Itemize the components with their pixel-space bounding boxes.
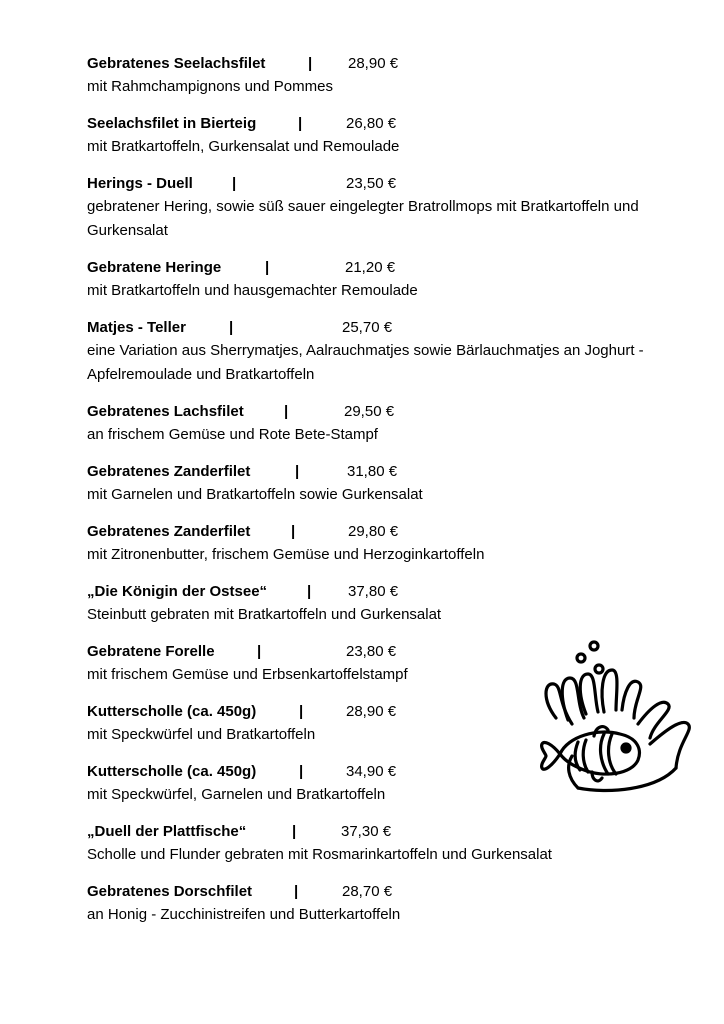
separator: | [294,883,299,900]
separator: | [232,175,237,192]
separator: | [295,463,300,480]
menu-item-header [87,821,667,843]
dish-description: mit Bratkartoffeln und hausgemachter Remoulade [87,282,418,299]
menu-list [87,53,667,941]
dish-name: Gebratenes Lachsfilet [87,403,244,420]
dish-description: mit Bratkartoffeln, Gurkensalat und Remoulade [87,138,400,155]
menu-item-header [87,113,667,135]
menu-item [87,317,667,387]
dish-name: Gebratenes Zanderfilet [87,463,251,480]
menu-item-header [87,257,667,279]
dish-price: 31,80 € [347,463,398,480]
separator: | [257,643,262,660]
menu-item-header [87,401,667,423]
clownfish-anemone-icon [538,638,698,798]
menu-item [87,257,667,303]
dish-description: an Honig - Zucchinistreifen und Butterkartoffeln [87,906,401,923]
dish-price: 23,50 € [346,175,397,192]
separator: | [291,523,296,540]
dish-name: Gebratenes Seelachsfilet [87,55,266,72]
separator: | [307,583,312,600]
menu-item-header [87,581,667,603]
dish-name: „Duell der Plattfische“ [87,823,247,840]
dish-price: 26,80 € [346,115,397,132]
dish-description: eine Variation aus Sherrymatjes, Aalrauchmatjes sowie Bärlauchmatjes an Joghurt - Apfelremoulade und Bratkartoffeln [87,342,644,383]
separator: | [308,55,313,72]
menu-item-header [87,317,667,339]
dish-name: Gebratenes Dorschfilet [87,883,253,900]
dish-name: Matjes - Teller [87,319,186,336]
dish-name: „Die Königin der Ostsee“ [87,583,268,600]
menu-item-header [87,53,667,75]
separator: | [284,403,289,420]
dish-description: mit Zitronenbutter, frischem Gemüse und Herzoginkartoffeln [87,546,485,563]
dish-description: Scholle und Flunder gebraten mit Rosmarinkartoffeln und Gurkensalat [87,846,552,863]
dish-price: 28,90 € [346,703,397,720]
dish-name: Herings - Duell [87,175,193,192]
dish-price: 28,90 € [348,55,399,72]
dish-description: mit Speckwürfel und Bratkartoffeln [87,726,316,743]
separator: | [298,115,303,132]
menu-item [87,461,667,507]
dish-name: Kutterscholle (ca. 450g) [87,763,257,780]
dish-description: mit Rahmchampignons und Pommes [87,78,333,95]
separator: | [229,319,234,336]
menu-item-header [87,881,667,903]
dish-description: gebratener Hering, sowie süß sauer eingelegter Bratrollmops mit Bratkartoffeln und Gurkensalat [87,198,639,239]
menu-item [87,173,667,243]
menu-item [87,821,667,867]
menu-item [87,881,667,927]
menu-item [87,581,667,627]
menu-item [87,521,667,567]
dish-description: mit frischem Gemüse und Erbsenkartoffelstampf [87,666,408,683]
dish-price: 29,80 € [348,523,399,540]
separator: | [299,763,304,780]
dish-name: Gebratene Forelle [87,643,215,660]
dish-description: Steinbutt gebraten mit Bratkartoffeln und Gurkensalat [87,606,442,623]
menu-item [87,53,667,99]
dish-price: 28,70 € [342,883,393,900]
dish-price: 23,80 € [346,643,397,660]
menu-item [87,113,667,159]
separator: | [292,823,297,840]
dish-price: 37,30 € [341,823,392,840]
dish-price: 29,50 € [344,403,395,420]
dish-description: an frischem Gemüse und Rote Bete-Stampf [87,426,378,443]
menu-item-header [87,461,667,483]
dish-description: mit Garnelen und Bratkartoffeln sowie Gurkensalat [87,486,423,503]
dish-name: Gebratene Heringe [87,259,222,276]
separator: | [299,703,304,720]
menu-item-header [87,173,667,195]
dish-price: 34,90 € [346,763,397,780]
separator: | [265,259,270,276]
menu-item [87,401,667,447]
dish-name: Kutterscholle (ca. 450g) [87,703,257,720]
dish-price: 21,20 € [345,259,396,276]
dish-price: 37,80 € [348,583,399,600]
menu-item-header [87,521,667,543]
dish-price: 25,70 € [342,319,393,336]
dish-name: Gebratenes Zanderfilet [87,523,251,540]
dish-name: Seelachsfilet in Bierteig [87,115,257,132]
dish-description: mit Speckwürfel, Garnelen und Bratkartoffeln [87,786,386,803]
